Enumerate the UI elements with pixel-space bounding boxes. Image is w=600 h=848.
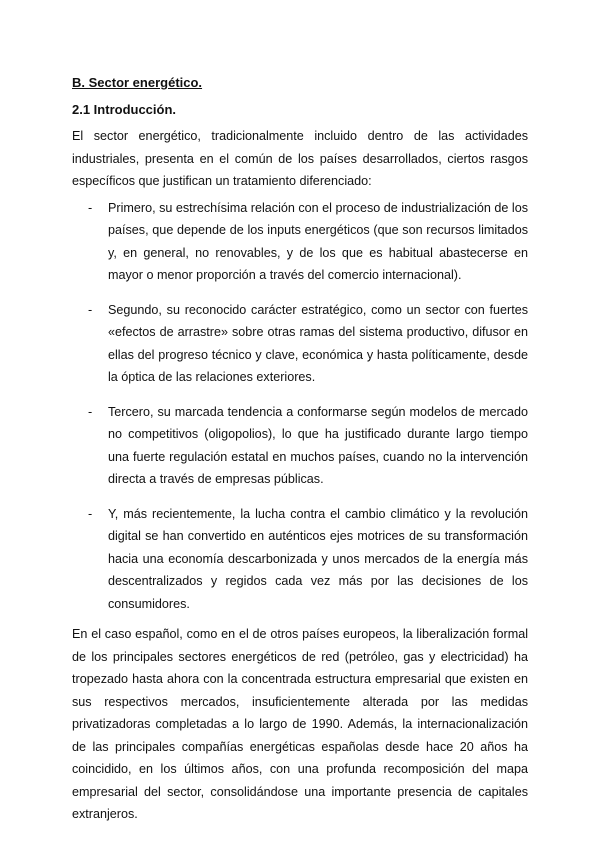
list-item xyxy=(88,197,528,287)
bullet-dash: - xyxy=(88,200,93,215)
section-title: B. Sector energético. xyxy=(72,75,203,90)
intro-paragraph: El sector energético, tradicionalmente incluido dentro de las actividades industriales, presenta en el común de los países desarrollados, ciertos rasgos específicos que justifican un tratamiento diferenciado: xyxy=(72,129,528,188)
list-item-text: Y, más recientemente, la lucha contra el cambio climático y la revolución digital se han convertido en auténticos ejes motrices de su transformación hacia una economía descarbonizada y unos mercados de la energía más descentralizados y regidos cada vez más por las decisiones de los consumidores. xyxy=(108,506,528,611)
subsection-title: 2.1 Introducción. xyxy=(72,101,177,117)
bullet-list xyxy=(72,197,528,616)
list-item-text: Tercero, su marcada tendencia a conformarse según modelos de mercado no competitivos (oligopolios), lo que ha justificado durante largo tiempo una fuerte regulación estatal en muchos países, cuando no la intervención directa a través de empresas públicas. xyxy=(108,404,528,486)
closing-paragraph: En el caso español, como en el de otros países europeos, la liberalización formal de los principales sectores energéticos de red (petróleo, gas y electricidad) ha tropezado hasta ahora con la concentrada estructura empresarial que existen en sus respectivos mercados, insuficientemente alterada por las medidas privatizadoras completadas a lo largo de 1990. Además, la internacionalización de las principales compañías energéticas españolas desde hace 20 años ha coincidido, en los últimos años, con una profunda recomposición del mapa empresarial del sector, consolidándose una importante presencia de capitales extranjeros. xyxy=(72,627,528,821)
document-page xyxy=(72,72,528,826)
list-item-text: Primero, su estrechísima relación con el proceso de industrialización de los países, que depende de los inputs energéticos (que son recursos limitados y, en general, no renovables, y de los que es habitual abastecerse en mayor o menor proporción a través del comercio internacional). xyxy=(108,200,528,282)
bullet-dash: - xyxy=(88,302,93,317)
list-item xyxy=(88,401,528,491)
bullet-dash: - xyxy=(88,404,93,419)
list-item xyxy=(88,503,528,616)
list-item xyxy=(88,299,528,389)
list-item-text: Segundo, su reconocido carácter estratégico, como un sector con fuertes «efectos de arrastre» sobre otras ramas del sistema productivo, difusor en ellas del progreso técnico y clave, económica y hasta políticamente, desde la óptica de las relaciones exteriores. xyxy=(108,302,528,384)
bullet-dash: - xyxy=(88,506,93,521)
